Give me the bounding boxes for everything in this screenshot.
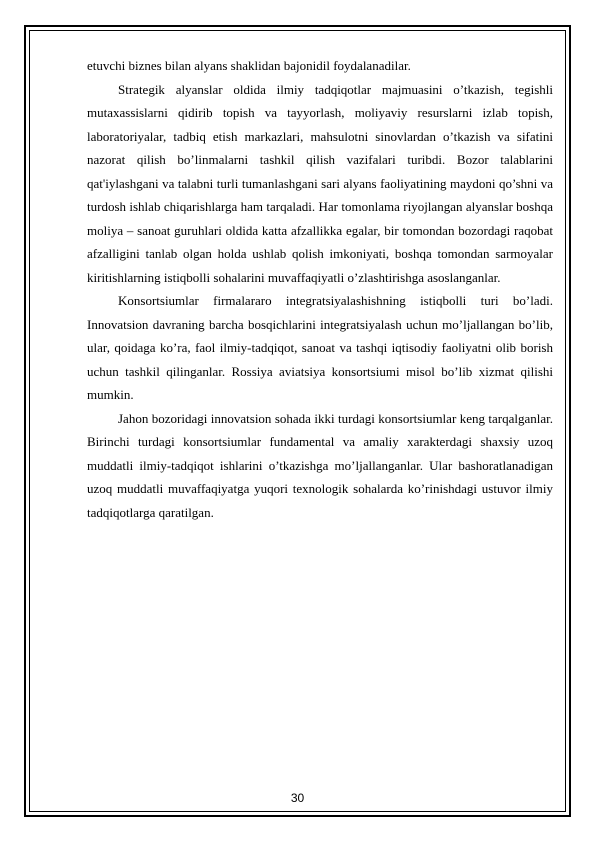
- paragraph-consortiums: Konsortsiumlar firmalararo integratsiyalashishning istiqbolli turi bo’ladi. Innovatsion davraning barcha bosqichlarini integratsiyalash uchun mo’ljallangan bo’lib, ular, qoidaga ko’ra, faol ilmiy-tadqiqot, sanoat va tashqi iqtisodiy faoliyatni olib borish uchun tashkil qilinganlar. Rossiya aviatsiya konsortsiumi misol bo’lib xizmat qilishi mumkin.: [87, 293, 553, 402]
- page-number: 30: [290, 791, 305, 805]
- paragraph-continuation: etuvchi biznes bilan alyans shaklidan bajonidil foydalanadilar.: [87, 58, 411, 73]
- paragraph-strategic-alliances: Strategik alyanslar oldida ilmiy tadqiqotlar majmuasini o’tkazish, tegishli mutaxassislarni qidirib topish va tayyorlash, moliyaviy resurslarni izlab topish, laboratoriyalar, tadbiq etish markazlari, mahsulotni sinovlardan o’tkazish va sifatini nazorat qilish bo’linmalarni tashkil qilish vazifalari turibdi. Bozor talablarini qat'iylashgani va talabni turli tumanlashgani sari alyans faoliyatining maydoni qo’shni va turdosh ishlab chiqarishlarga ham tarqaladi. Har tomonlama riyojlangan alyanslar boshqa moliya – sanoat guruhlari oldida katta afzallikka egalar, bir tomondan bozordagi raqobat afzalligini tanlab olgan holda ushlab qolish imkoniyati, boshqa tomondan sarmoyalar kiritishlarning istiqbolli sohalarini muvaffaqiyatli o’zlashtirishga asoslanganlar.: [87, 81, 553, 285]
- document-body: [87, 54, 553, 524]
- paragraph-innovation-consortiums: Jahon bozoridagi innovatsion sohada ikki turdagi konsortsiumlar keng tarqalganlar. Birinchi turdagi konsortsiumlar fundamental va amaliy xarakterdagi shaxsiy uzoq muddatli ilmiy-tadqiqot ishlarini o’tkazishga mo’ljallanganlar. Ular bashoratlanadigan uzoq muddatli muvaffaqiyatga yuqori texnologik sohalarda ko’rinishdagi ustuvor ilmiy tadqiqotlarga qaratilgan.: [87, 410, 553, 520]
